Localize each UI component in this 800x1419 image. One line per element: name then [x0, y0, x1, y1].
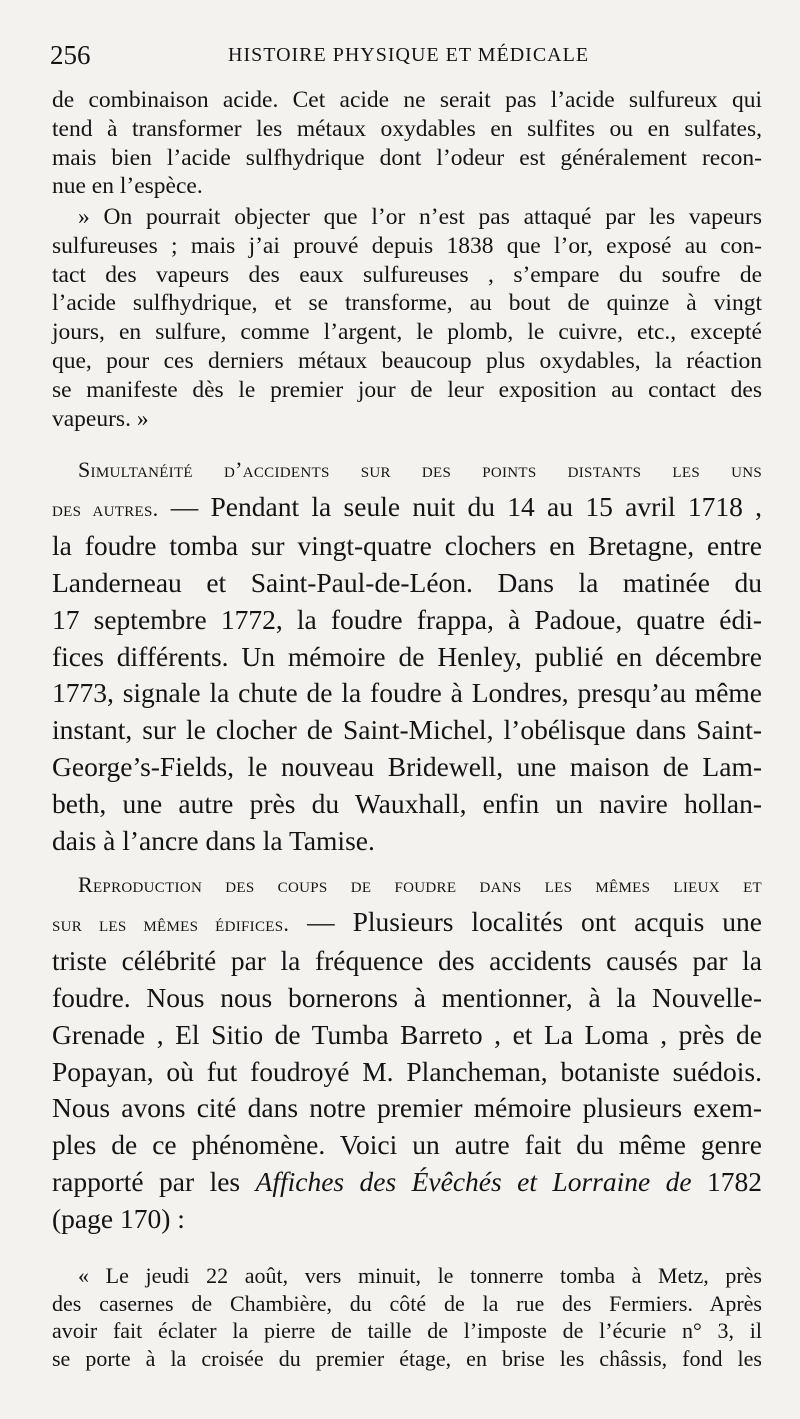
page-header	[50, 40, 768, 76]
text-line: 17 septembre 1772, la foudre frappa, à Padoue, quatre édi-	[52, 603, 762, 635]
text-line: se porte à la croisée du premier étage, en brise les châssis, fond les	[52, 1345, 762, 1371]
text-segment: 1782	[691, 1166, 762, 1198]
page-number: 256	[50, 40, 91, 70]
text-line: beth, une autre près du Wauxhall, enfin un navire hollan-	[52, 788, 762, 820]
text-segment: rapporté par les	[52, 1166, 256, 1198]
text-line: la foudre tomba sur vingt-quatre clochers en Bretagne, entre	[52, 529, 762, 561]
section-heading: Reproduction des coups de foudre dans les mêmes lieux et	[78, 872, 762, 897]
paragraph-gold-objection	[52, 203, 762, 433]
section-heading-end: des autres.	[52, 495, 159, 521]
text-line: Nous avons cité dans notre premier mémoire plusieurs exem-	[52, 1092, 762, 1124]
text-line: foudre. Nous nous bornerons à mentionner, à la Nouvelle-	[52, 981, 762, 1013]
text-line: mais bien l’acide sulfhydrique dont l’odeur est généralement recon-	[52, 144, 762, 171]
text-line: fices différents. Un mémoire de Henley, publié en décembre	[52, 640, 762, 672]
text-line: (page 170) :	[52, 1203, 185, 1235]
text-line: avoir fait éclater la pierre de taille de l’imposte de l’écurie n° 3, il	[52, 1318, 762, 1343]
text-line	[52, 1164, 762, 1201]
text-line: » On pourrait objecter que l’or n’est pas attaqué par les vapeurs	[78, 204, 762, 230]
citation-title: Affiches des Évêchés et Lorraine de	[255, 1166, 692, 1198]
text-line: tact des vapeurs des eaux sulfureuses , s’empare du soufre de	[52, 261, 762, 288]
text-line: nue en l’espèce.	[52, 173, 203, 200]
section-heading: Simultanéité d’accidents sur des points distants les uns	[78, 457, 762, 482]
text-line: se manifeste dès le premier jour de leur exposition au contact des	[52, 376, 762, 403]
text-segment: — Plusieurs localités ont acquis une	[289, 905, 762, 937]
quotation-block	[52, 1262, 762, 1372]
text-line: Landerneau et Saint-Paul-de-Léon. Dans la matinée du	[52, 566, 762, 598]
text-line	[52, 904, 762, 943]
section-reproduction	[52, 867, 762, 1238]
text-line: triste célébrité par la fréquence des accidents causés par la	[52, 944, 762, 976]
text-line: des casernes de Chambière, du côté de la rue des Fermiers. Après	[52, 1290, 762, 1316]
text-line: tend à transformer les métaux oxydables en sulfites ou en sulfates,	[52, 115, 762, 142]
text-line: instant, sur le clocher de Saint-Michel, l’obélisque dans Saint-	[52, 714, 762, 746]
text-line: que, pour ces derniers métaux beaucoup plus oxydables, la réaction	[52, 347, 762, 374]
text-line: « Le jeudi 22 août, vers minuit, le tonnerre tomba à Metz, près	[78, 1263, 762, 1288]
text-line: ples de ce phénomène. Voici un autre fait du même genre	[52, 1129, 762, 1161]
text-line: vapeurs. »	[52, 405, 149, 432]
text-line: sulfureuses ; mais j’ai prouvé depuis 1838 que l’or, exposé au con-	[52, 232, 762, 259]
text-line: l’acide sulfhydrique, et se transforme, au bout de quinze à vingt	[52, 290, 762, 317]
text-line: jours, en sulfure, comme l’argent, le plomb, le cuivre, etc., excepté	[52, 319, 762, 346]
paragraph-continuation	[52, 86, 762, 201]
text-line: 1773, signale la chute de la foudre à Londres, presqu’au même	[52, 677, 762, 709]
text-line: Popayan, où fut foudroyé M. Plancheman, botaniste suédois.	[52, 1055, 762, 1087]
text-line	[52, 489, 762, 528]
section-heading-end: sur les mêmes édifices.	[52, 910, 290, 936]
running-head: HISTOIRE PHYSIQUE ET MÉDICALE	[228, 44, 590, 66]
text-line: George’s-Fields, le nouveau Bridewell, une maison de Lam-	[52, 751, 762, 783]
section-simultaneity	[52, 452, 762, 860]
text-line: dais à l’ancre dans la Tamise.	[52, 825, 375, 857]
text-line: de combinaison acide. Cet acide ne serait pas l’acide sulfureux qui	[52, 87, 762, 113]
text-segment: — Pendant la seule nuit du 14 au 15 avril 1718 ,	[158, 490, 762, 522]
text-line: Grenade , El Sitio de Tumba Barreto , et La Loma , près de	[52, 1018, 762, 1050]
